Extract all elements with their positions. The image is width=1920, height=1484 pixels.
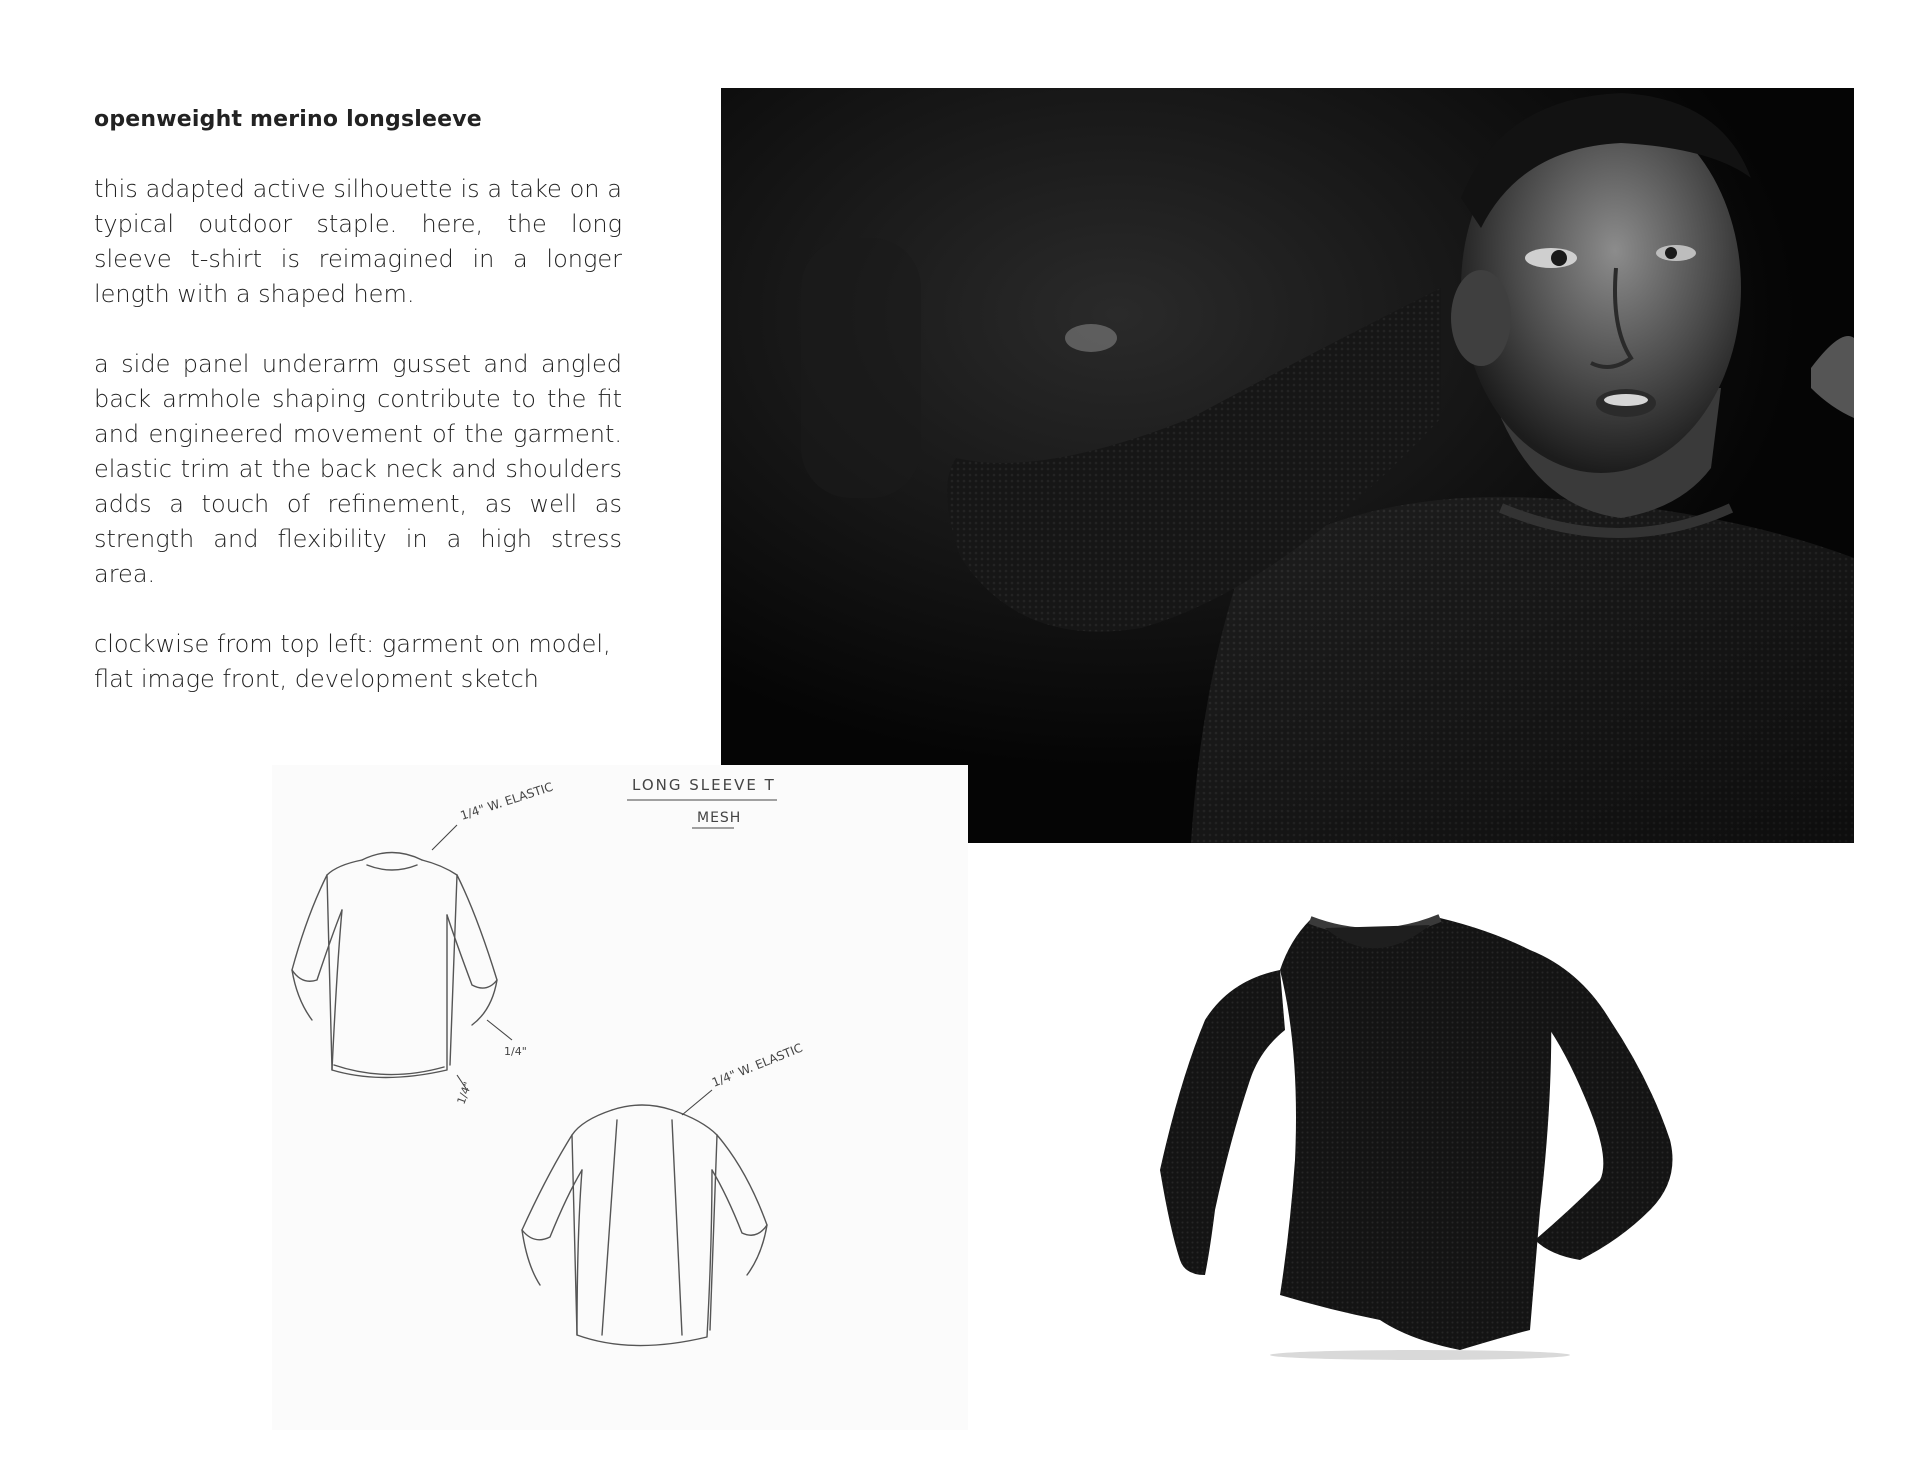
page-title: openweight merino longsleeve [94, 107, 482, 132]
flat-image-front [1130, 910, 1690, 1360]
paragraph-silhouette: this adapted active silhouette is a take on a typical outdoor staple. here, the long sleeve t-shirt is reimagined in a longer length with a shaped hem. [94, 175, 622, 308]
sketch-heading: LONG SLEEVE T [632, 776, 776, 794]
sketch-note-back-elastic: 1/4" W. ELASTIC [709, 1040, 805, 1090]
model-photo-illustration [721, 88, 1854, 843]
model-photo [721, 88, 1854, 843]
text-block [94, 106, 622, 732]
flat-garment-illustration [1130, 910, 1690, 1360]
sketch-illustration [272, 765, 968, 1430]
sketch-note-hem: 1/4" [454, 1080, 475, 1107]
development-sketch [272, 765, 968, 1430]
paragraph-construction: a side panel underarm gusset and angled back armhole shaping contribute to the fit and engineered movement of the garment. elastic trim at the back neck and shoulders adds a touch of refinement, as well as strength and flexibility in a high stress area. [94, 350, 622, 588]
paragraph-caption: clockwise from top left: garment on model, flat image front, development sketch [94, 630, 611, 693]
sketch-note-cuff: 1/4" [504, 1045, 527, 1058]
sketch-subheading: MESH [697, 810, 742, 826]
sketch-note-neck-elastic: 1/4" W. ELASTIC [458, 779, 555, 823]
